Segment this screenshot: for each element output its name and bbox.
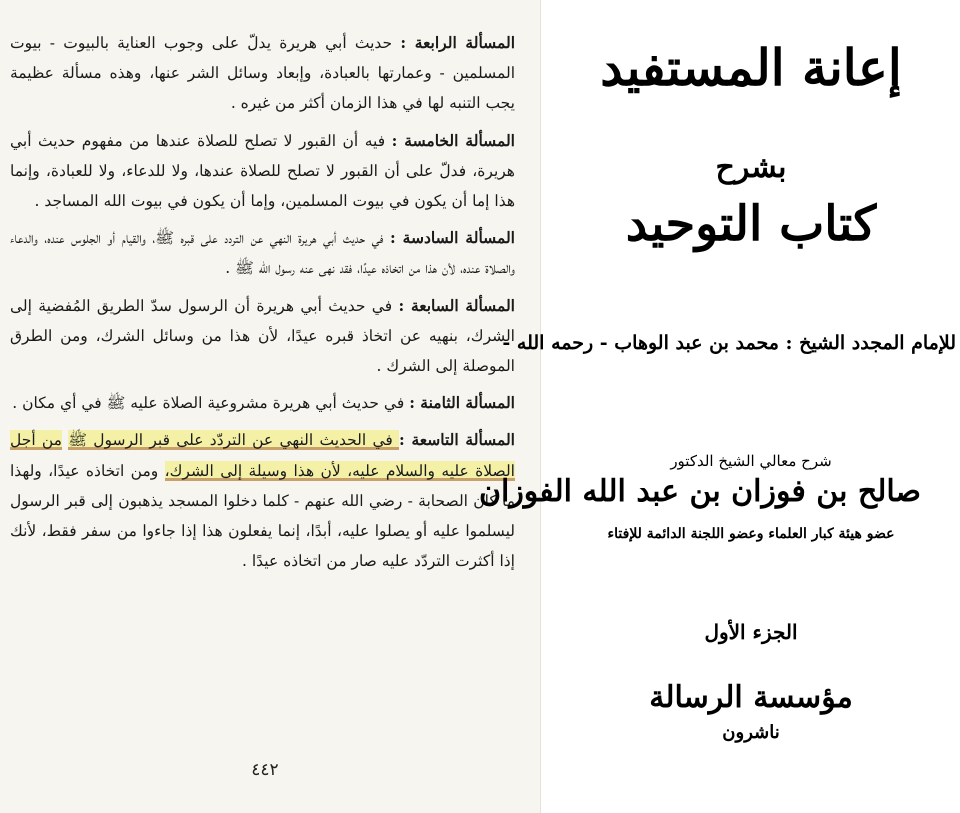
issue-label: المسألة السابعة :	[398, 295, 515, 315]
paragraph-6	[10, 223, 515, 283]
paragraph-4	[10, 28, 515, 119]
paragraph-5	[10, 126, 515, 217]
issue-label: المسألة التاسعة :	[399, 430, 515, 450]
paragraph-9	[10, 425, 515, 576]
issue-text: ومن اتخاذه عيدًا، ولهذا ما كان الصحابة - رضي الله عنهم - كلما دخلوا المسجد يذهبون إلى قبر الرسول ليسلموا عليه أو يصلوا عليه، أبدًا، إنما يفعلون هذا إذا جاءوا من سفر فقط، لأنك إذا أكثرت التردّد عليه صار من اتخاذه عيدًا .	[10, 461, 515, 571]
volume-label: الجزء الأول	[704, 620, 798, 644]
issue-label: المسألة الخامسة :	[391, 130, 515, 150]
issue-label: المسألة السادسة :	[389, 228, 515, 248]
book-title: إعانة المستفيد	[600, 38, 902, 97]
highlighted-text: في الحديث النهي عن التردّد على قبر الرسول ﷺ	[68, 431, 400, 450]
paragraph-7	[10, 291, 515, 382]
issue-label: المسألة الثامنة :	[409, 393, 515, 413]
author-name: صالح بن فوزان بن عبد الله الفوزان	[478, 474, 921, 509]
commentary-by: شرح معالي الشيخ الدكتور	[670, 452, 832, 470]
book-subtitle-kitab: كتاب التوحيد	[625, 196, 877, 252]
book-subtitle-sharh: بشرح	[715, 150, 787, 185]
text-body	[10, 28, 515, 583]
paragraph-8	[10, 388, 515, 418]
page-number: ٤٤٢	[251, 760, 279, 780]
publisher-name: مؤسسة الرسالة	[649, 680, 853, 715]
issue-text: في حديث أبي هريرة مشروعية الصلاة عليه ﷺ في أي مكان .	[12, 394, 410, 413]
author-title: عضو هيئة كبار العلماء وعضو اللجنة الدائمة للإفتاء	[607, 526, 895, 542]
issue-label: المسألة الرابعة :	[400, 33, 516, 52]
imam-line: للإمام المجدد الشيخ : محمد بن عبد الوهاب - رحمه الله -	[502, 332, 956, 354]
cover-page	[478, 0, 960, 813]
issue-text: حديث أبي هريرة يدلّ على وجوب العناية بالبيوت - بيوت المسلمين - وعمارتها بالعبادة، وإبعاد وسائل الشر عنها، وهذه مسألة عظيمة يجب التنبه لها في هذا الزمان أكثر من غيره .	[10, 34, 515, 113]
issue-text: في حديث أبي هريرة أن الرسول سدّ الطريق المُفضية إلى الشرك، بنهيه عن اتخاذ قبره عيدًا، لأن هذا من وسائل الشرك، ومن الطرق الموصلة إلى الشرك .	[10, 296, 515, 376]
issue-text: فيه أن القبور لا تصلح للصلاة عندها من مفهوم حديث أبي هريرة، فدلّ على أن القبور لا تصلح للصلاة عندها، ولا للدعاء، ولا للعبادة، وإنما هذا إما أن يكون في بيوت المسلمين، وإما أن يكون في بيوت الله المساجد .	[10, 131, 515, 211]
issue-text: في حديث أبي هريرة النهي عن التردد على قبره ﷺ، والقيام أو الجلوس عنده، والدعاء والصلاة عنده، لأن هذا من اتخاذه عيدًا، فقد نهى عنه رسول الله ﷺ .	[10, 229, 515, 278]
highlighted-text: من أجل الصلاة عليه والسلام عليه، لأن هذا وسيلة إلى الشرك،	[10, 431, 515, 480]
publisher-subtitle: ناشرون	[722, 722, 780, 743]
